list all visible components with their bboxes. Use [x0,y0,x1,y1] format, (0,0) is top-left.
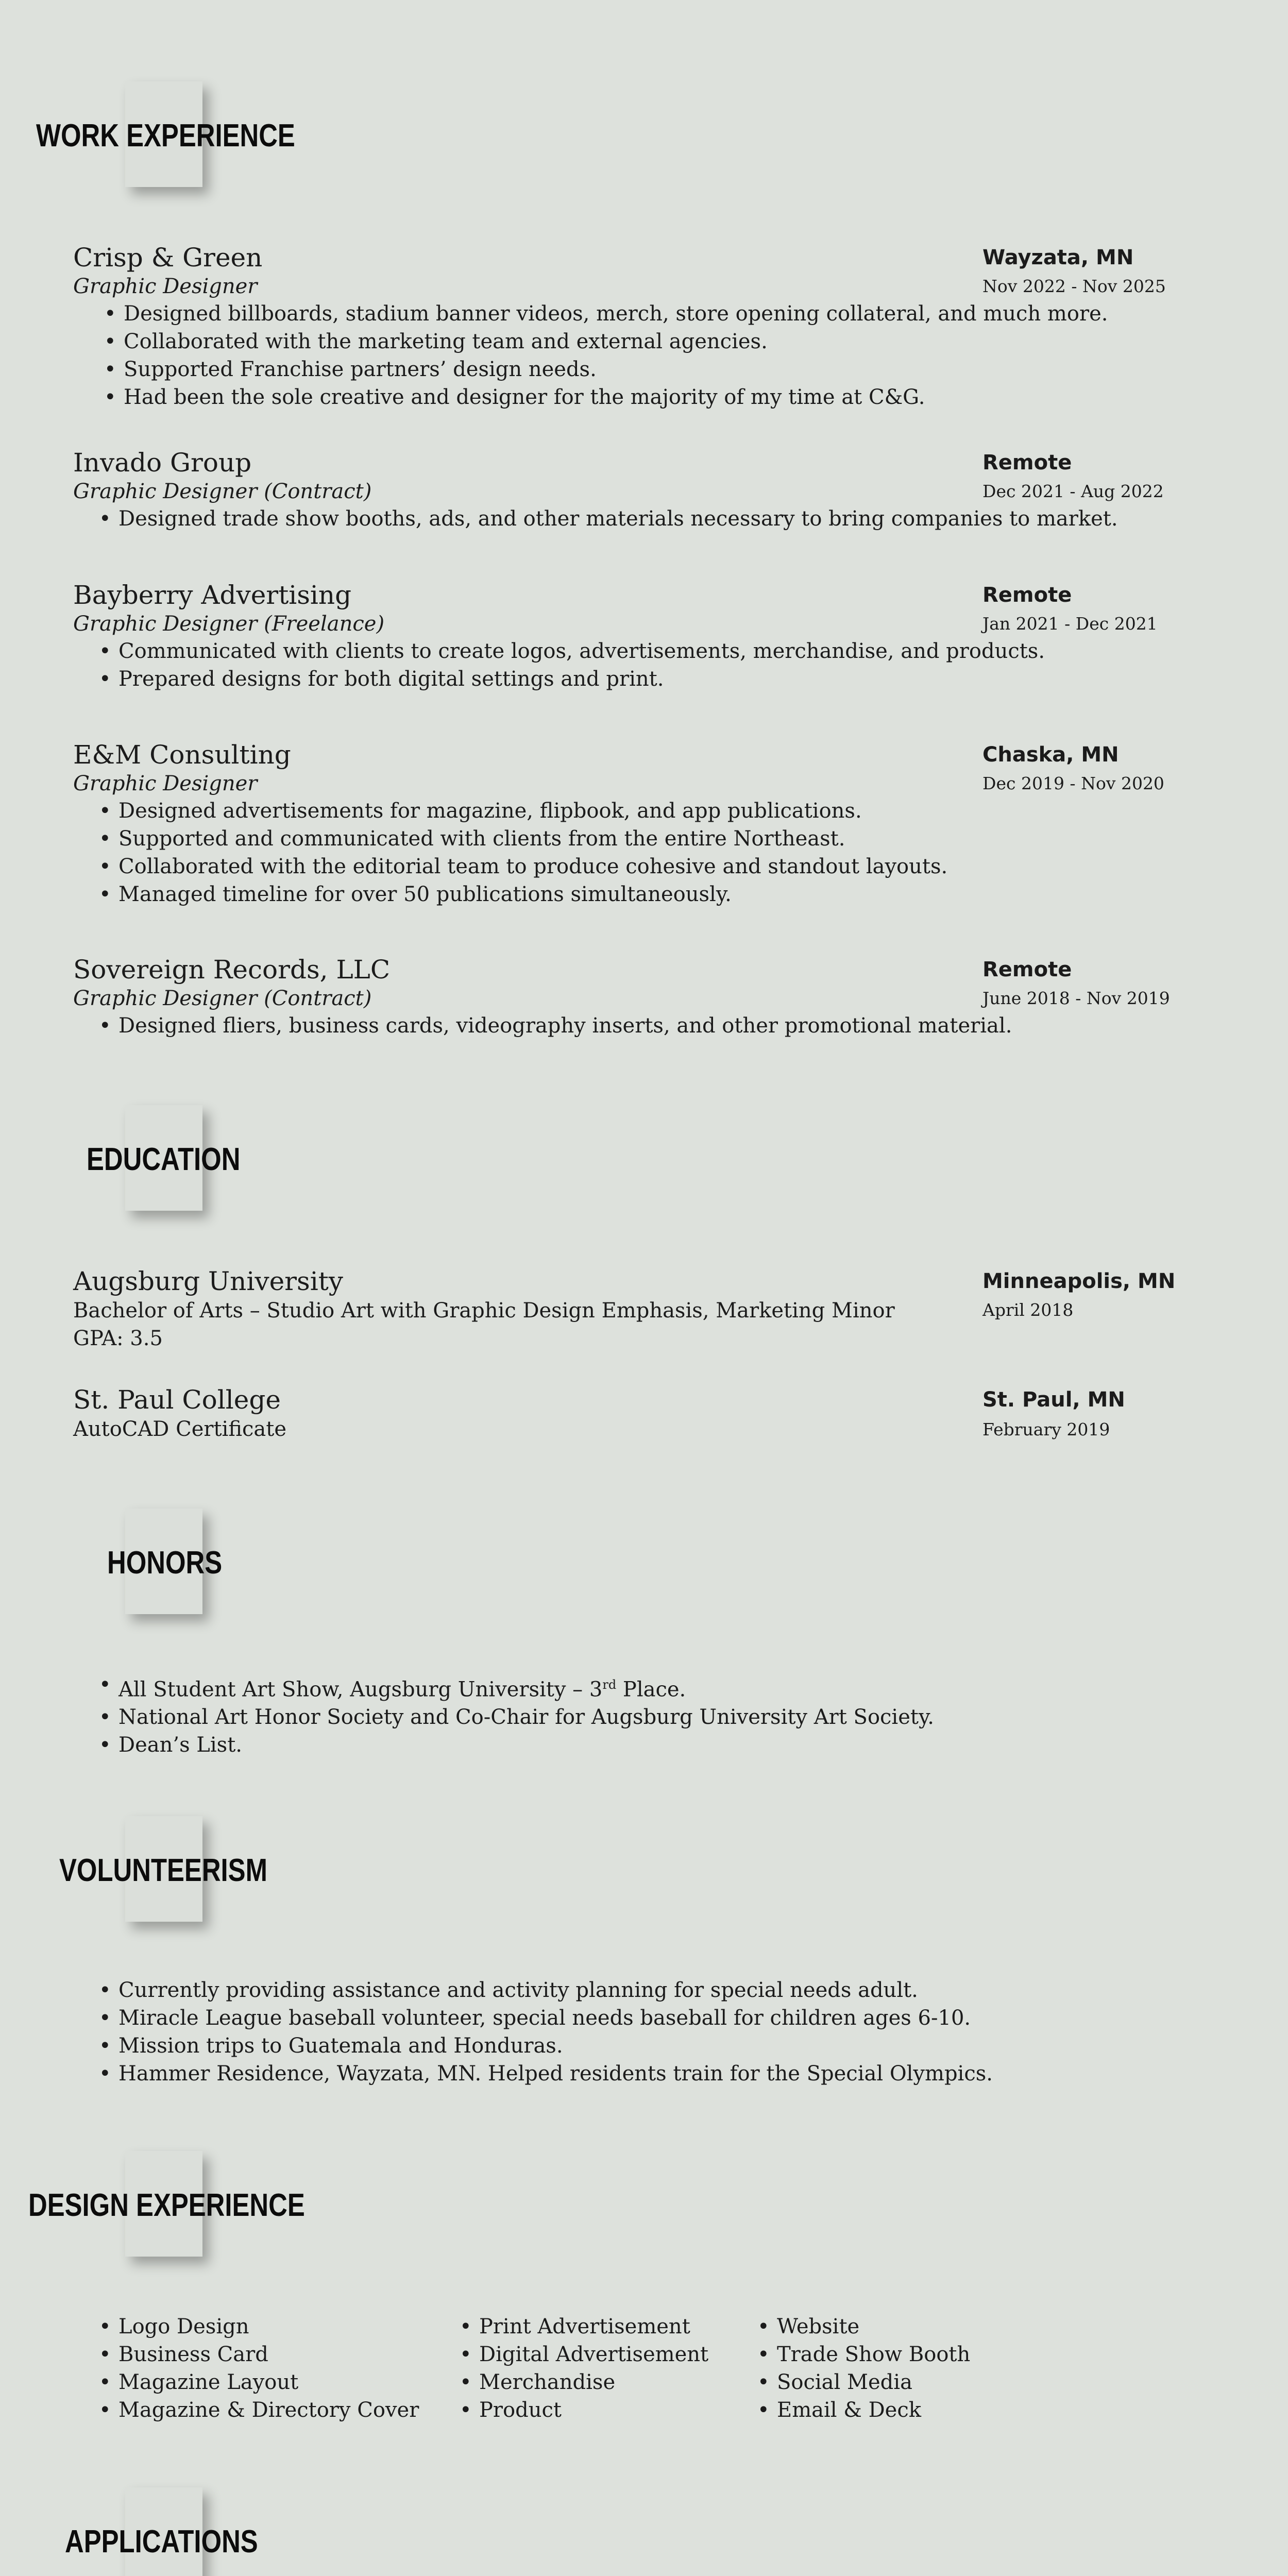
volunteer-list [99,1976,993,2088]
job-em-consulting [73,739,1181,908]
job-bullets [99,637,1181,693]
job-org: Bayberry Advertising [73,580,352,610]
design-column-2 [460,2313,708,2424]
job-org: E&M Consulting [73,740,291,770]
list-item: • Magazine & Directory Cover [99,2396,419,2424]
honors-list [99,1671,934,1759]
job-org: Sovereign Records, LLC [73,955,391,985]
list-item: • Prepared designs for both digital settings and print. [99,665,1181,693]
list-item: • Managed timeline for over 50 publications simultaneously. [99,880,1181,908]
job-bullets [99,1012,1181,1040]
list-item: • Product [460,2396,708,2424]
list-item: • Business Card [99,2341,419,2368]
school-st-paul-college [73,1384,1181,1443]
school-location: Minneapolis, MN [982,1269,1176,1293]
job-location: Wayzata, MN [982,246,1134,269]
list-item: • Designed fliers, business cards, videography inserts, and other promotional material. [99,1012,1181,1040]
list-item: • Designed billboards, stadium banner videos, merch, store opening collateral, and much more. [104,300,1181,328]
section-heading-applications: APPLICATIONS [65,2524,258,2560]
job-dates: June 2018 - Nov 2019 [982,988,1170,1008]
school-name: Augsburg University [73,1266,344,1296]
list-item: • Miracle League baseball volunteer, special needs baseball for children ages 6-10. [99,2004,993,2032]
job-bullets [104,300,1181,411]
job-org: Invado Group [73,448,252,478]
applications-section-header [0,2487,330,2576]
list-item: • Designed advertisements for magazine, flipbook, and app publications. [99,797,1181,825]
job-location: Remote [982,451,1072,474]
list-item: • Communicated with clients to create logos, advertisements, merchandise, and products. [99,637,1181,665]
list-item: • Supported and communicated with clients from the entire Northeast. [99,825,1181,853]
job-bayberry [73,580,1181,693]
job-invado-group [73,447,1181,533]
section-heading-education: EDUCATION [87,1142,241,1177]
job-role: Graphic Designer [73,772,258,795]
list-item: • Trade Show Booth [757,2341,970,2368]
design-section-header [0,2151,330,2264]
job-role: Graphic Designer (Contract) [73,987,372,1010]
job-bullets [99,505,1181,533]
school-date: April 2018 [982,1300,1074,1320]
list-item: • National Art Honor Society and Co-Chair for Augsburg University Art Society. [99,1703,934,1731]
list-item: • Collaborated with the marketing team and external agencies. [104,328,1181,355]
list-item: • Email & Deck [757,2396,970,2424]
section-heading-work: WORK EXPERIENCE [36,118,295,154]
design-column-1 [99,2313,419,2424]
list-item: • Hammer Residence, Wayzata, MN. Helped residents train for the Special Olympics. [99,2060,993,2088]
job-bullets [99,797,1181,908]
list-item: • Mission trips to Guatemala and Honduras. [99,2032,993,2060]
section-heading-design-experience: DESIGN EXPERIENCE [28,2188,305,2223]
job-dates: Nov 2022 - Nov 2025 [982,276,1166,296]
job-crisp-green [73,242,1181,411]
list-item: • Website [757,2313,970,2341]
list-item: • Collaborated with the editorial team to produce cohesive and standout layouts. [99,853,1181,880]
list-item: • Magazine Layout [99,2368,419,2396]
school-location: St. Paul, MN [982,1388,1125,1412]
list-item: • Print Advertisement [460,2313,708,2341]
job-location: Chaska, MN [982,743,1119,767]
list-item: • Dean’s List. [99,1731,934,1759]
volunteer-section-header [0,1816,330,1929]
job-sovereign-records [73,954,1181,1040]
list-item: • Supported Franchise partners’ design needs. [104,355,1181,383]
school-date: February 2019 [982,1419,1110,1439]
design-column-3 [757,2313,970,2424]
list-item: • All Student Art Show, Augsburg University – 3rd Place. [99,1671,934,1703]
school-augsburg [73,1266,1181,1352]
list-item: • Merchandise [460,2368,708,2396]
job-role: Graphic Designer [73,275,258,298]
list-item: • Digital Advertisement [460,2341,708,2368]
job-location: Remote [982,583,1072,607]
list-item: • Logo Design [99,2313,419,2341]
section-heading-honors: HONORS [107,1545,223,1581]
list-item: • Had been the sole creative and designer for the majority of my time at C&G. [104,383,1181,411]
job-dates: Jan 2021 - Dec 2021 [982,614,1158,634]
job-role: Graphic Designer (Freelance) [73,612,385,636]
work-section-header [0,81,330,195]
job-org: Crisp & Green [73,243,263,273]
job-location: Remote [982,958,1072,981]
list-item: • Designed trade show booths, ads, and other materials necessary to bring companies to market. [99,505,1181,533]
school-name: St. Paul College [73,1385,281,1415]
honors-section-header [0,1509,330,1622]
education-section-header [0,1105,330,1218]
job-dates: Dec 2019 - Nov 2020 [982,773,1164,793]
school-gpa: GPA: 3.5 [73,1327,163,1350]
school-degree: Bachelor of Arts – Studio Art with Graphic Design Emphasis, Marketing Minor [73,1299,895,1323]
section-heading-volunteerism: VOLUNTEERISM [59,1853,267,1888]
school-degree: AutoCAD Certificate [73,1417,287,1441]
list-item: • Social Media [757,2368,970,2396]
job-role: Graphic Designer (Contract) [73,480,372,503]
list-item: • Currently providing assistance and activity planning for special needs adult. [99,1976,993,2004]
job-dates: Dec 2021 - Aug 2022 [982,481,1164,501]
